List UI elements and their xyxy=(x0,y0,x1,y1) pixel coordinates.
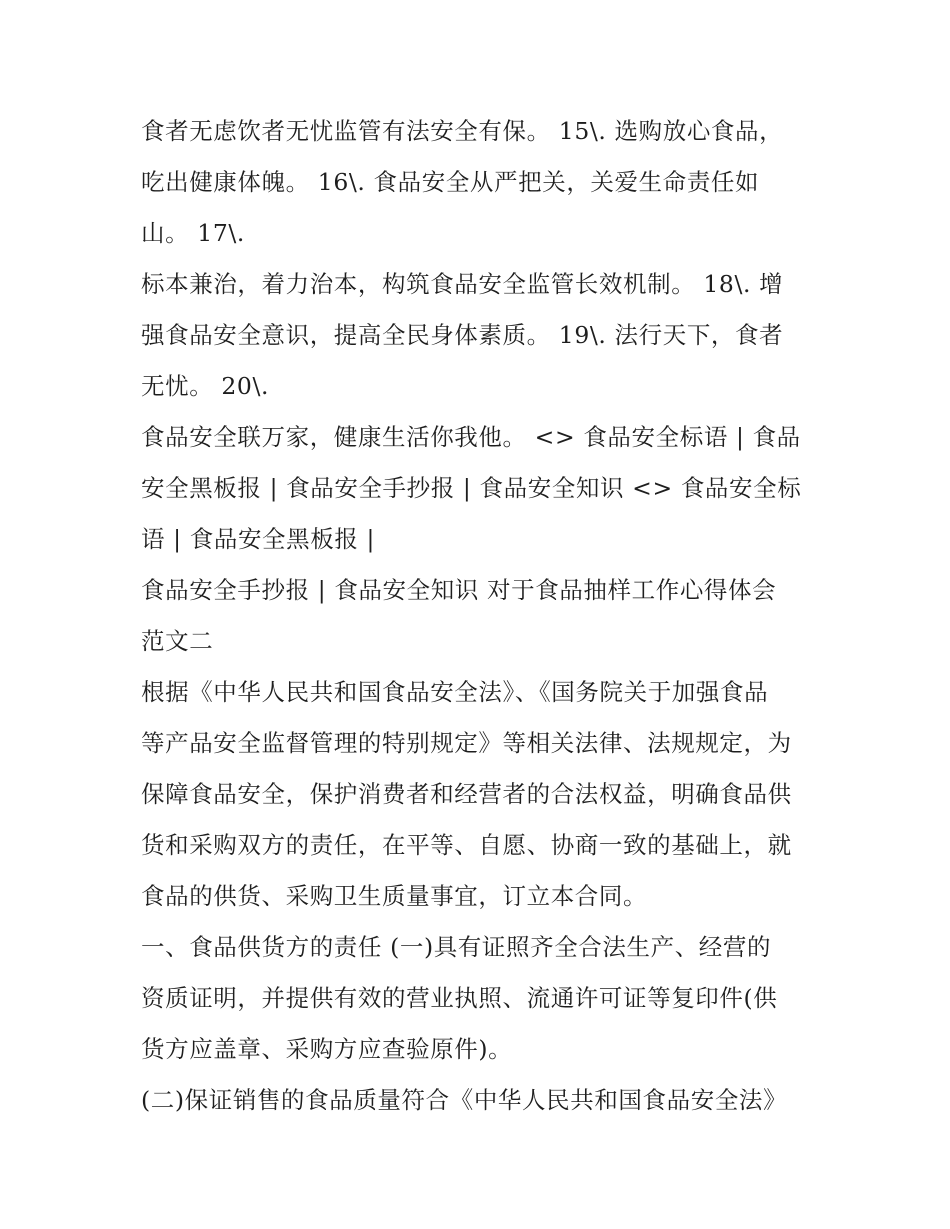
text-line: 根据《中华人民共和国食品安全法》、《国务院关于加强食品 xyxy=(141,678,769,706)
text-line: 保障食品安全，保护消费者和经营者的合法权益，明确食品供 xyxy=(141,780,792,808)
text-line: (二)保证销售的食品质量符合《中华人民共和国食品安全法》 xyxy=(141,1086,788,1114)
text-line: 语 | 食品安全黑板报 | xyxy=(141,525,376,553)
text-line: 范文二 xyxy=(141,627,214,655)
text-line: 强食品安全意识，提高全民身体素质。 19\. 法行天下，食者 xyxy=(141,321,784,349)
text-line: 食品安全手抄报 | 食品安全知识 对于食品抽样工作心得体会 xyxy=(141,576,777,604)
text-line: 安全黑板报 | 食品安全手抄报 | 食品安全知识 <> 食品安全标 xyxy=(141,474,802,502)
text-line: 货方应盖章、采购方应查验原件)。 xyxy=(141,1035,513,1063)
text-line: 等产品安全监督管理的特别规定》等相关法律、法规规定，为 xyxy=(141,729,792,757)
text-line: 吃出健康体魄。 16\. 食品安全从严把关，关爱生命责任如 xyxy=(141,168,760,196)
text-line: 货和采购双方的责任，在平等、自愿、协商一致的基础上，就 xyxy=(141,831,792,859)
text-line: 食品的供货、采购卫生质量事宜，订立本合同。 xyxy=(141,882,648,910)
document-body xyxy=(141,106,821,1126)
text-line: 无忧。 20\. xyxy=(141,372,270,400)
text-line: 一、食品供货方的责任 (一)具有证照齐全合法生产、经营的 xyxy=(141,933,772,961)
text-line: 山。 17\. xyxy=(141,219,245,247)
text-line: 标本兼治，着力治本，构筑食品安全监管长效机制。 18\. 增 xyxy=(141,270,784,298)
text-line: 资质证明，并提供有效的营业执照、流通许可证等复印件(供 xyxy=(141,984,778,1012)
text-line: 食者无虑饮者无忧监管有法安全有保。 15\. 选购放心食品， xyxy=(141,117,784,145)
text-line: 食品安全联万家，健康生活你我他。 <> 食品安全标语 | 食品 xyxy=(141,423,801,451)
